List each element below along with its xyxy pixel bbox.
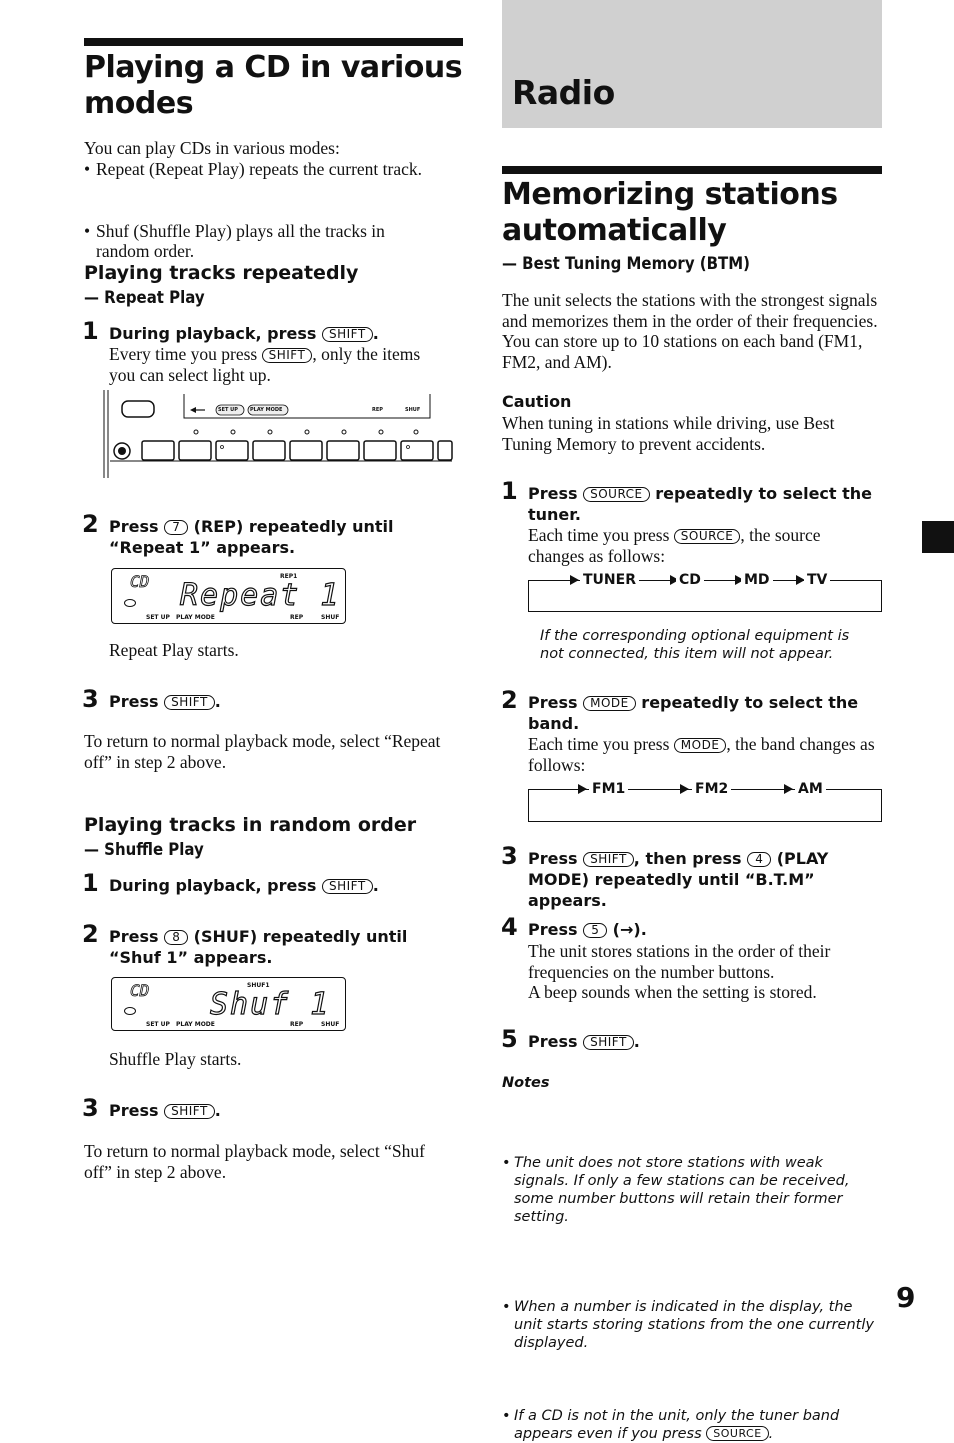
- lcd-shuf1-indicator: SHUF1: [247, 982, 270, 989]
- step-text: [528, 692, 880, 734]
- step-number: 2: [501, 686, 518, 714]
- step-text: [109, 323, 464, 344]
- step-number: 3: [501, 842, 518, 870]
- shift-key: SHIFT: [322, 327, 373, 342]
- step-text: [109, 691, 221, 712]
- number-key-8: 8: [164, 930, 188, 945]
- radio-banner-title: Radio: [512, 73, 615, 112]
- panel-label-shuf: SHUF: [405, 407, 421, 413]
- repeat-starts-text: Repeat Play starts.: [109, 640, 239, 660]
- lcd-label-playmode: PLAY MODE: [176, 1021, 215, 1028]
- flow-arrow: [680, 784, 689, 794]
- note-text-part: If a CD is not in the unit, only the tuner band appears even if you press: [514, 1407, 840, 1442]
- step-body-part: Each time you press: [528, 734, 670, 754]
- step-text-part: Press: [109, 692, 159, 711]
- step-text-part: repeatedly to select the tuner.: [528, 484, 873, 524]
- flow-label-md: MD: [741, 572, 773, 588]
- step-body-part: , the band changes as follows:: [528, 734, 875, 775]
- number-key-4: 4: [747, 852, 771, 867]
- step-number: 1: [82, 869, 99, 897]
- lcd-label-setup: SET UP: [146, 614, 170, 621]
- step-text-end: .: [214, 1101, 221, 1120]
- lcd-label-shuf: SHUF: [321, 614, 340, 621]
- page-title-left: Playing a CD in various modes: [84, 50, 463, 121]
- step-text: [528, 848, 880, 911]
- disc-icon: [124, 1007, 136, 1015]
- shuffle-return-text: To return to normal playback mode, select “Shuf off” in step 2 above.: [84, 1141, 425, 1182]
- panel-label-playmode: PLAY MODE: [250, 407, 283, 413]
- step-text: [528, 483, 880, 525]
- subtitle-btm: — Best Tuning Memory (BTM): [502, 254, 750, 274]
- subheading-repeat: — Repeat Play: [84, 288, 205, 308]
- step-text-part: (SHUF) repeatedly until “Shuf 1” appears.: [109, 927, 408, 967]
- source-key: SOURCE: [674, 529, 741, 544]
- step-text-end: .: [633, 1032, 640, 1051]
- shift-key: SHIFT: [322, 879, 373, 894]
- step-body: A beep sounds when the setting is stored.: [528, 982, 817, 1002]
- lcd-display-repeat: [111, 568, 346, 624]
- lcd-main-text: Shuf 1: [210, 987, 331, 1022]
- step-text: [109, 875, 379, 896]
- step-text-part: Press: [109, 927, 159, 946]
- step-number: 5: [501, 1025, 518, 1053]
- flow-label-fm1: FM1: [589, 781, 628, 797]
- step-text-part: (REP) repeatedly until “Repeat 1” appears.: [109, 517, 394, 557]
- note-text-end: .: [768, 1425, 774, 1442]
- shift-key: SHIFT: [262, 348, 313, 363]
- step-body-part: , the source changes as follows:: [528, 525, 821, 566]
- step-text-part: Press: [528, 920, 578, 939]
- page-number: 9: [896, 1281, 916, 1314]
- shift-key: SHIFT: [164, 695, 215, 710]
- step-text-part: Press: [528, 1032, 578, 1051]
- step-number: 1: [501, 477, 518, 505]
- radio-banner: [502, 0, 882, 128]
- caution-heading: Caution: [502, 392, 572, 411]
- step-number: 2: [82, 920, 99, 948]
- lcd-display-shuffle: [111, 977, 346, 1031]
- lcd-rep1-indicator: REP1: [280, 573, 298, 580]
- source-key: SOURCE: [583, 487, 650, 502]
- source-flow-diagram: [528, 572, 882, 612]
- lcd-main-text: Repeat 1: [180, 578, 341, 613]
- lcd-label-rep: REP: [290, 1021, 304, 1028]
- step-body: The unit stores stations in the order of their frequencies on the number buttons.: [528, 941, 831, 982]
- step-number: 3: [82, 1094, 99, 1122]
- heading-shuffle: Playing tracks in random order: [84, 814, 417, 836]
- subheading-shuffle: — Shuffle Play: [84, 840, 204, 860]
- step-number: 3: [82, 685, 99, 713]
- shift-key: SHIFT: [583, 852, 634, 867]
- step-text-part: (→).: [612, 920, 647, 939]
- flow-arrow: [578, 784, 587, 794]
- panel-label-setup: SET UP: [218, 407, 238, 413]
- disc-icon: [124, 599, 136, 607]
- shift-key: SHIFT: [583, 1035, 634, 1050]
- number-key-7: 7: [164, 520, 188, 535]
- bullet-repeat: • Repeat (Repeat Play) repeats the current track.: [84, 159, 429, 180]
- step-text: [528, 919, 647, 940]
- note-item: • The unit does not store stations with weak signals. If only a few stations can be received, some number buttons will retain their former setting.: [502, 1154, 852, 1226]
- flow-arrow: [570, 575, 579, 585]
- band-flow-diagram: [528, 781, 882, 822]
- note-item: [502, 1407, 862, 1443]
- step-text: [528, 1031, 640, 1052]
- step-text-part: Press: [528, 693, 578, 712]
- flow-label-fm2: FM2: [692, 781, 731, 797]
- section-tab-marker: [922, 521, 954, 553]
- step-body: [528, 734, 880, 775]
- step-text-part: , then press: [633, 849, 742, 868]
- title-rule-left: [84, 38, 463, 46]
- lcd-label-setup: SET UP: [146, 1021, 170, 1028]
- flow-label-tv: TV: [804, 572, 830, 588]
- step-body-part: , only the items you can select light up.: [109, 344, 421, 385]
- step-text: [109, 516, 459, 558]
- step-text-part: Press: [528, 849, 578, 868]
- source-note: If the corresponding optional equipment is not connected, this item will not appear.: [540, 628, 850, 662]
- step-text-end: .: [214, 692, 221, 711]
- panel-label-rep: REP: [372, 407, 383, 413]
- lcd-cd-indicator: CD: [130, 981, 150, 1000]
- note-item: • When a number is indicated in the display, the unit starts storing stations from the one currently displayed.: [502, 1298, 882, 1352]
- flow-arrow: [784, 784, 793, 794]
- step-text-end: .: [372, 876, 379, 895]
- shift-key: SHIFT: [164, 1104, 215, 1119]
- source-key: SOURCE: [706, 1426, 768, 1441]
- step-body-part: Every time you press: [109, 344, 258, 364]
- step-body: [528, 525, 880, 566]
- step-body: [109, 344, 449, 385]
- step-text-part: Press: [109, 517, 159, 536]
- step-text: [109, 926, 459, 968]
- flow-label-am: AM: [795, 781, 826, 797]
- control-panel-drawing: [100, 388, 452, 480]
- lcd-label-playmode: PLAY MODE: [176, 614, 215, 621]
- lcd-cd-indicator: CD: [130, 572, 150, 591]
- step-text-part: Press: [109, 1101, 159, 1120]
- step-text-part: (PLAY MODE) repeatedly until “B.T.M” appears.: [528, 849, 829, 910]
- mode-key: MODE: [583, 696, 636, 711]
- step-number: 2: [82, 510, 99, 538]
- step-number: 1: [82, 317, 99, 345]
- flow-label-tuner: TUNER: [580, 572, 639, 588]
- title-rule-right: [502, 166, 882, 174]
- notes-heading: Notes: [502, 1075, 550, 1091]
- flow-label-cd: CD: [676, 572, 704, 588]
- mode-key: MODE: [674, 738, 727, 753]
- step-body-part: Each time you press: [528, 525, 670, 545]
- step-text-part: repeatedly to select the band.: [528, 693, 859, 733]
- step-text-part: During playback, press: [109, 324, 317, 343]
- control-panel-illustration: [100, 388, 452, 480]
- intro-text: You can play CDs in various modes:: [84, 138, 340, 158]
- lcd-label-rep: REP: [290, 614, 304, 621]
- number-key-5: 5: [583, 923, 607, 938]
- lcd-label-shuf: SHUF: [321, 1021, 340, 1028]
- step-text-part: Press: [528, 484, 578, 503]
- step-text-end: .: [372, 324, 379, 343]
- repeat-return-text: To return to normal playback mode, select “Repeat off” in step 2 above.: [84, 731, 441, 772]
- radio-intro: The unit selects the stations with the strongest signals and memorizes them in the order of their frequencies. You can store up to 10 stations on each band (FM1, FM2, and AM).: [502, 290, 878, 372]
- step-text-part: During playback, press: [109, 876, 317, 895]
- heading-repeat: Playing tracks repeatedly: [84, 262, 359, 284]
- step-number: 4: [501, 913, 518, 941]
- step-text: [109, 1100, 221, 1121]
- page-title-right: Memorizing stations automatically: [502, 177, 838, 248]
- shuffle-starts-text: Shuffle Play starts.: [109, 1049, 242, 1069]
- bullet-shuffle: • Shuf (Shuffle Play) plays all the tracks in random order.: [84, 221, 429, 262]
- caution-text: When tuning in stations while driving, use Best Tuning Memory to prevent accidents.: [502, 413, 835, 454]
